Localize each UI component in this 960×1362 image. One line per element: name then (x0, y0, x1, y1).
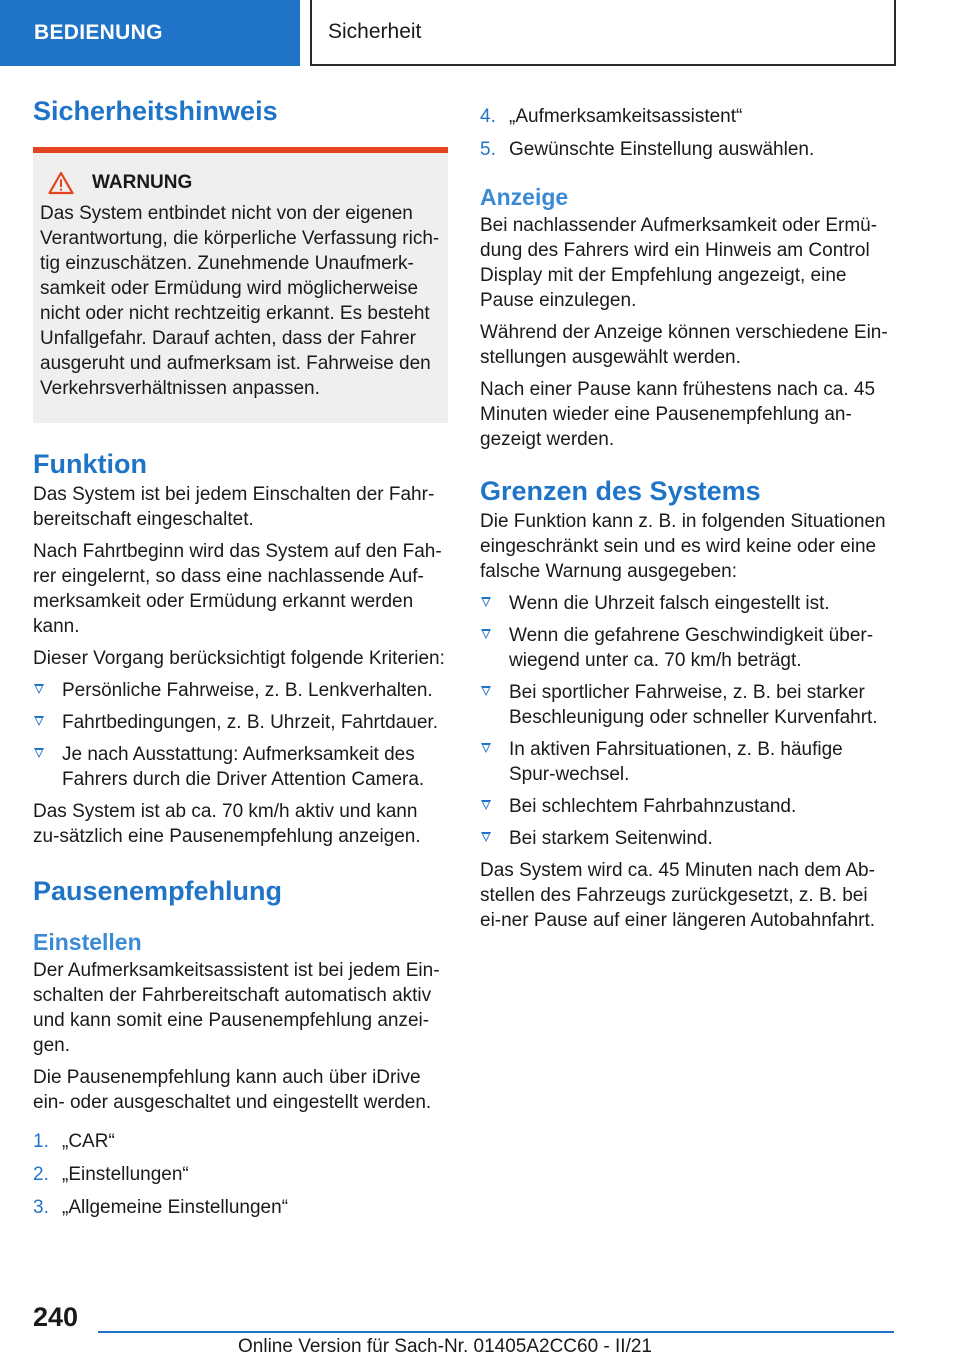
step-number: 2. (33, 1163, 49, 1185)
list-item (33, 710, 448, 735)
triangle-bullet-icon (481, 832, 491, 842)
section-tab (0, 0, 300, 66)
warning-header (40, 171, 440, 195)
warning-text: Das System entbindet nicht von der eigenen Verantwortung, die körperliche Verfassung rich-tig einzuschätzen. Zunehmende Unaufmerk-samkeit oder Ermüdung wird möglicherweise nicht oder nicht rechtzeitig erkannt. Es besteht Unfallgefahr. Darauf achten, dass der Fahrer ausgeruht und aufmerksam ist. Fahrweise den Verkehrsverhältnissen anpassen. (40, 203, 440, 400)
step-number: 3. (33, 1196, 49, 1218)
warning-label: WARNUNG (92, 172, 193, 194)
list-item-text: Persönliche Fahrweise, z. B. Lenkverhalten. (62, 680, 433, 702)
pause-para-2: Die Pausenempfehlung kann auch über iDrive ein- oder ausgeschaltet und eingestellt werden. (33, 1066, 432, 1113)
anzeige-title: Anzeige (480, 184, 569, 210)
funktion-para-1: Das System ist bei jedem Einschalten der Fahr-bereitschaft eingeschaltet. (33, 484, 435, 531)
triangle-bullet-icon (34, 748, 44, 758)
list-item-text: Bei starkem Seitenwind. (509, 828, 713, 850)
grenzen-para-2: Das System wird ca. 45 Minuten nach dem Ab-stellen des Fahrzeugs zurückgesetzt, z. B. bei ei-ner Pause auf einer längeren Autobahnfahrt. (480, 860, 876, 932)
warning-box (33, 147, 448, 423)
funktion-title: Funktion (33, 449, 147, 480)
list-item (480, 680, 892, 730)
step-number: 5. (480, 139, 496, 160)
safety-title: Sicherheitshinweis (33, 96, 278, 126)
step-text: „Aufmerksamkeitsassistent“ (509, 106, 743, 127)
list-item-text: Je nach Ausstattung: Aufmerksamkeit des Fahrers durch die Driver Attention Camera. (62, 744, 425, 791)
triangle-bullet-icon (34, 684, 44, 694)
list-item (480, 104, 892, 129)
funktion-para-2: Nach Fahrtbeginn wird das System auf den Fah-rer eingelernt, so dass eine nachlassende Auf-merksamkeit oder Ermüdung erkannt werden kann. (33, 541, 442, 638)
triangle-bullet-icon (481, 686, 491, 696)
grenzen-title: Grenzen des Systems (480, 476, 761, 507)
steps-list-continued (480, 104, 892, 162)
step-number: 1. (33, 1130, 49, 1152)
triangle-bullet-icon (481, 629, 491, 639)
footer-version: Online Version für Sach-Nr. 01405A2CC60 - II/21 (238, 1336, 653, 1357)
grenzen-para-1: Die Funktion kann z. B. in folgenden Situationen eingeschränkt sein und es wird keine oder eine falsche Warnung ausgegeben: (480, 511, 886, 583)
footer-divider (98, 1331, 894, 1333)
funktion-para-4: Das System ist ab ca. 70 km/h aktiv und kann zu-sätzlich eine Pausenempfehlung anzeigen. (33, 801, 421, 848)
list-item (480, 737, 892, 787)
list-item (33, 1195, 448, 1220)
list-item-text: In aktiven Fahrsituationen, z. B. häufige Spur-wechsel. (509, 739, 843, 786)
list-item-text: Bei schlechtem Fahrbahnzustand. (509, 796, 797, 818)
list-item (480, 794, 892, 819)
step-text: „Einstellungen“ (62, 1163, 189, 1185)
triangle-bullet-icon (34, 716, 44, 726)
pause-para-1: Der Aufmerksamkeitsassistent ist bei jedem Ein-schalten der Fahrbereitschaft automatisch aktiv und kann somit eine Pausenempfehlung anzei-gen. (33, 959, 440, 1056)
list-item (33, 1162, 448, 1187)
step-text: Gewünschte Einstellung auswählen. (509, 139, 815, 160)
triangle-bullet-icon (481, 800, 491, 810)
anzeige-para-1: Bei nachlassender Aufmerksamkeit oder Ermü-dung des Fahrers wird ein Hinweis am Control Display mit der Empfehlung angezeigt, eine Pause einzulegen. (480, 215, 878, 312)
list-item-text: Wenn die Uhrzeit falsch eingestellt ist. (509, 593, 830, 615)
list-item-text: Fahrtbedingungen, z. B. Uhrzeit, Fahrtdauer. (62, 712, 438, 734)
list-item-text: Wenn die gefahrene Geschwindigkeit über-wiegend unter ca. 70 km/h beträgt. (509, 625, 874, 672)
step-number: 4. (480, 106, 496, 127)
anzeige-para-3: Nach einer Pause kann frühestens nach ca. 45 Minuten wieder eine Pausenempfehlung an-gezeigt werden. (480, 379, 876, 451)
page-number: 240 (33, 1302, 79, 1332)
funktion-para-3: Dieser Vorgang berücksichtigt folgende Kriterien: (33, 648, 445, 670)
chapter-label: Sicherheit (328, 20, 422, 43)
list-item (480, 826, 892, 851)
chapter-tab (310, 0, 896, 66)
steps-list (33, 1129, 448, 1220)
step-text: „Allgemeine Einstellungen“ (62, 1196, 289, 1218)
pause-title: Pausenempfehlung (33, 876, 283, 907)
right-column (480, 104, 892, 933)
section-label: BEDIENUNG (34, 21, 163, 44)
criteria-list (33, 678, 448, 792)
list-item (33, 678, 448, 703)
warning-triangle-icon (48, 171, 74, 195)
limits-list (480, 591, 892, 851)
step-text: „CAR“ (62, 1130, 115, 1152)
triangle-bullet-icon (481, 597, 491, 607)
list-item (480, 137, 892, 162)
list-item (33, 1129, 448, 1154)
triangle-bullet-icon (481, 743, 491, 753)
list-item-text: Bei sportlicher Fahrweise, z. B. bei starker Beschleunigung oder schneller Kurvenfahrt. (509, 682, 878, 729)
anzeige-para-2: Während der Anzeige können verschiedene Ein-stellungen ausgewählt werden. (480, 322, 888, 369)
left-column (33, 96, 448, 1220)
einstellen-subtitle: Einstellen (33, 929, 142, 956)
list-item (33, 742, 448, 792)
list-item (480, 591, 892, 616)
list-item (480, 623, 892, 673)
